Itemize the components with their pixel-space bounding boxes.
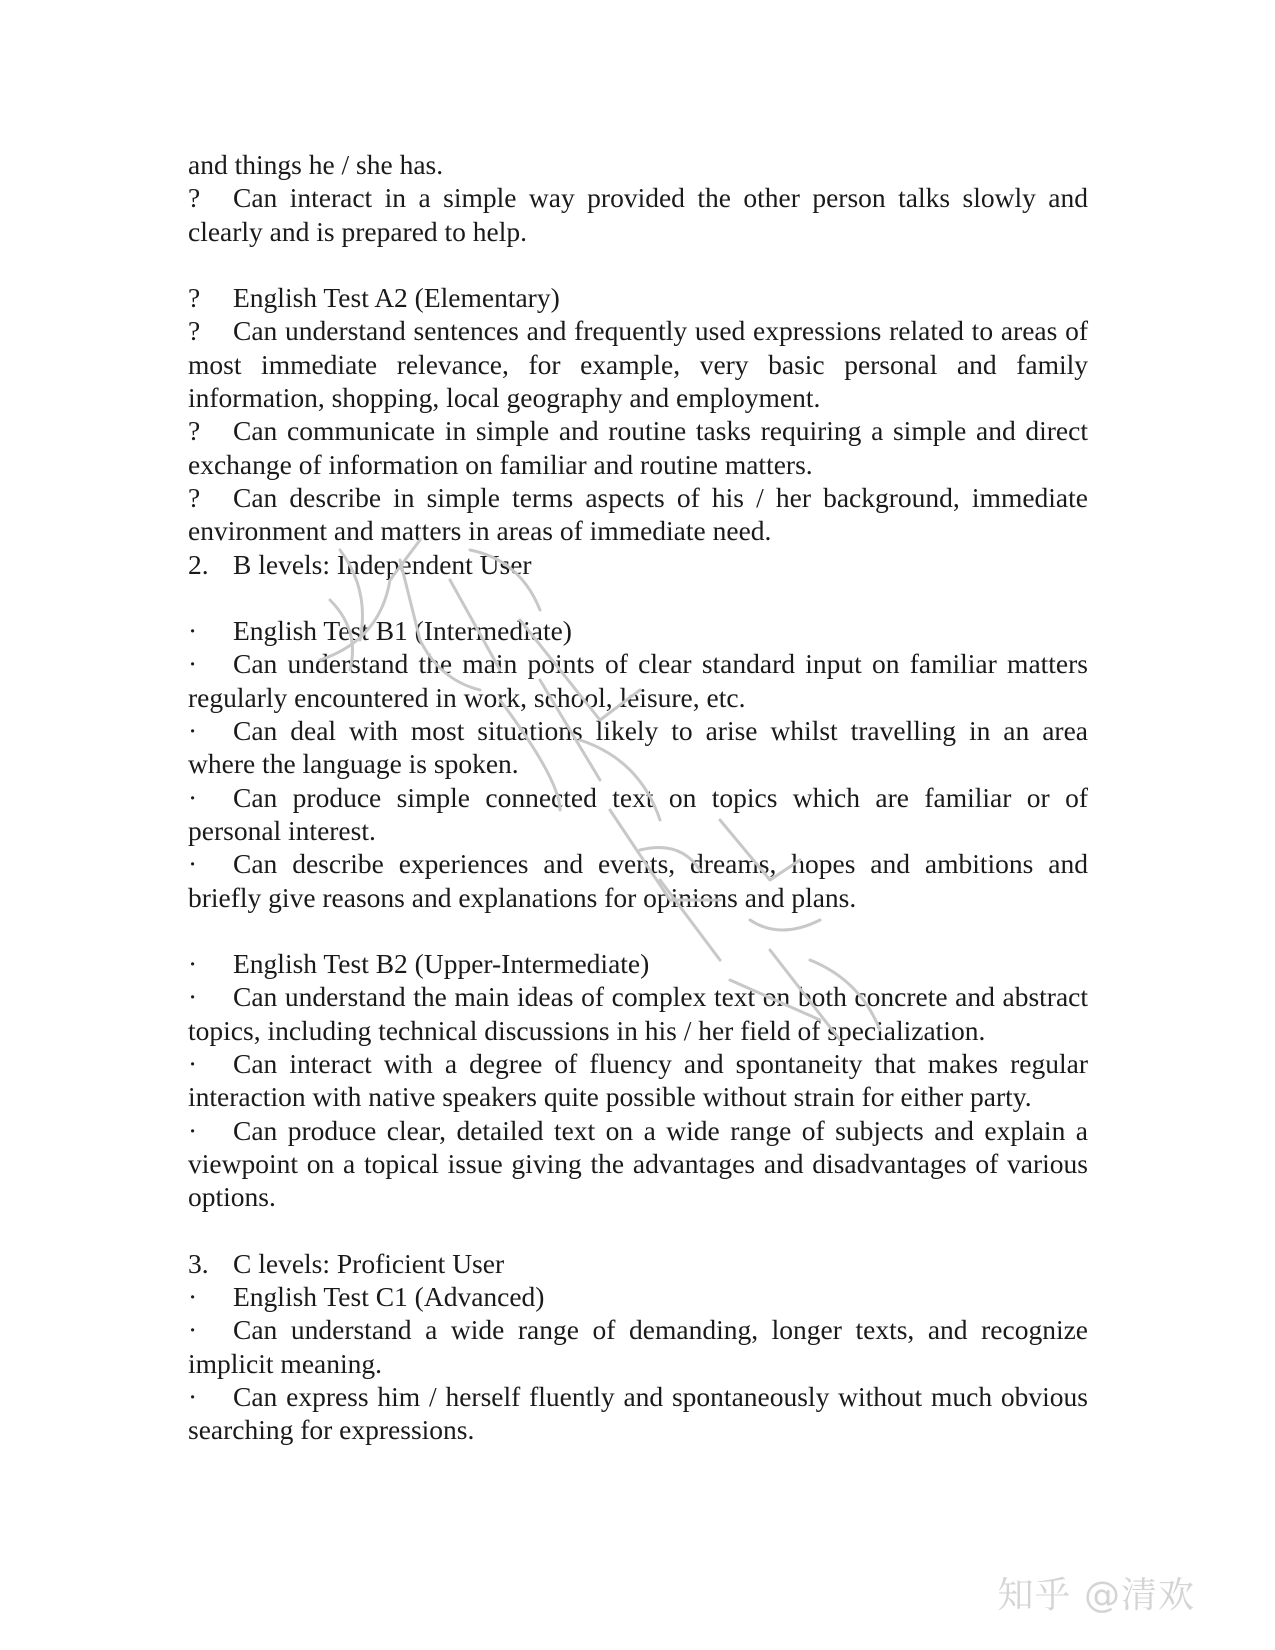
list-marker: ? <box>188 315 201 347</box>
item-text: C levels: Proficient User <box>233 1247 505 1279</box>
list-marker: ? <box>188 415 201 447</box>
list-marker: · <box>188 1380 198 1412</box>
list-marker: 3. <box>188 1247 209 1279</box>
item-text: English Test B2 (Upper-Intermediate) <box>233 948 650 980</box>
zhihu-watermark-logo: 知乎 @清欢 <box>997 1575 1195 1616</box>
item-text: English Test A2 (Elementary) <box>233 282 560 314</box>
document-body <box>188 148 1088 1447</box>
item-text: Can produce simple connected text on topics which are familiar or of personal interest. <box>188 781 1088 846</box>
list-item <box>188 714 1088 781</box>
item-text: Can express him / herself fluently and spontaneously without much obvious searching for expressions. <box>188 1380 1088 1446</box>
list-item <box>188 1114 1088 1214</box>
list-item <box>188 614 1088 647</box>
list-item <box>188 1313 1088 1380</box>
item-text: English Test C1 (Advanced) <box>233 1281 545 1313</box>
list-marker: · <box>188 948 198 980</box>
item-text: Can describe experiences and events, dreams, hopes and ambitions and briefly give reasons and explanations for opinions and plans. <box>188 848 1088 913</box>
list-marker: · <box>188 1281 198 1313</box>
paragraph-gap <box>188 1214 1088 1247</box>
list-item <box>188 847 1088 914</box>
paragraph-gap <box>188 914 1088 947</box>
item-text: Can understand the main points of clear standard input on familiar matters regularly encountered in work, school, leisure, etc. <box>188 648 1088 713</box>
list-marker: · <box>188 1114 198 1146</box>
list-marker: · <box>188 715 198 747</box>
item-text: Can interact with a degree of fluency and spontaneity that makes regular interaction with native speakers quite possible without strain for either party. <box>188 1048 1088 1113</box>
item-text: Can understand sentences and frequently used expressions related to areas of most immediate relevance, for example, very basic personal and family information, shopping, local geography and employment. <box>188 315 1088 414</box>
list-marker: · <box>188 848 198 880</box>
item-text: Can produce clear, detailed text on a wide range of subjects and explain a viewpoint on a topical issue giving the advantages and disadvantages of various options. <box>188 1114 1088 1213</box>
list-item <box>188 1280 1088 1313</box>
list-item <box>188 781 1088 848</box>
list-item <box>188 481 1088 548</box>
item-text: Can understand a wide range of demanding, longer texts, and recognize implicit meaning. <box>188 1314 1088 1379</box>
list-item <box>188 414 1088 481</box>
item-text: Can understand the main ideas of complex text on both concrete and abstract topics, including technical discussions in his / her field of specialization. <box>188 981 1088 1046</box>
list-marker: ? <box>188 282 201 314</box>
item-text: Can communicate in simple and routine tasks requiring a simple and direct exchange of information on familiar and routine matters. <box>188 415 1088 480</box>
list-marker: ? <box>188 182 201 214</box>
list-marker: · <box>188 781 198 813</box>
paragraph-gap <box>188 581 1088 614</box>
list-marker: 2. <box>188 548 209 580</box>
list-marker: ? <box>188 481 201 513</box>
list-marker: · <box>188 1048 198 1080</box>
paragraph-gap <box>188 248 1088 281</box>
list-item <box>188 314 1088 414</box>
item-text: Can describe in simple terms aspects of his / her background, immediate environment and matters in areas of immediate need. <box>188 481 1088 547</box>
list-marker: · <box>188 981 198 1013</box>
list-item <box>188 647 1088 714</box>
list-marker: · <box>188 615 198 647</box>
item-text: English Test B1 (Intermediate) <box>233 615 572 647</box>
list-item <box>188 181 1088 248</box>
list-item <box>188 1380 1088 1447</box>
item-text: Can interact in a simple way provided the other person talks slowly and clearly and is prepared to help. <box>188 182 1088 247</box>
list-item <box>188 1047 1088 1114</box>
list-item <box>188 980 1088 1047</box>
list-item <box>188 548 1088 581</box>
list-marker: · <box>188 1314 198 1346</box>
list-item <box>188 281 1088 314</box>
list-item <box>188 1247 1088 1280</box>
item-text: B levels: Independent User <box>233 548 532 580</box>
item-text: and things he / she has. <box>188 149 444 180</box>
item-text: Can deal with most situations likely to arise whilst travelling in an area where the language is spoken. <box>188 715 1088 780</box>
list-marker: · <box>188 648 198 680</box>
list-item <box>188 947 1088 980</box>
paragraph-line <box>188 148 1088 181</box>
